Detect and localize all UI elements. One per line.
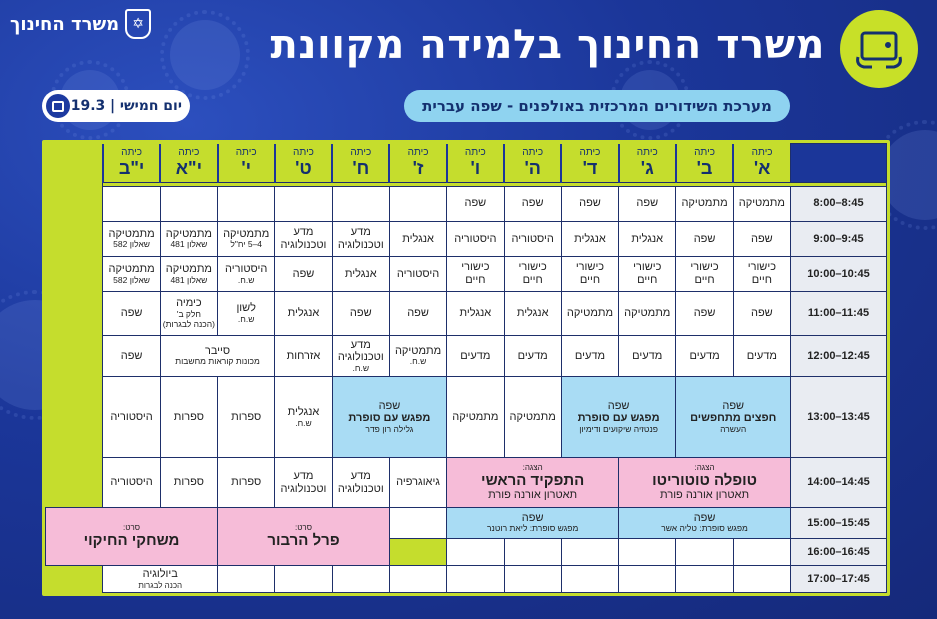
date-label: 19.3 [70,98,106,114]
grade-header: כיתה ו' [447,144,504,183]
time-row [46,335,887,376]
lesson-cell [561,539,618,566]
lesson-cell: אזרחות [275,335,332,376]
time-slot: 11:00–11:45 [791,292,887,336]
lesson-cell [103,186,160,221]
grade-header: כיתה י"ב [103,144,160,183]
lesson-cell: שפה מפגש עם סופרת פנטזיה שיקועים ודימיון [561,377,676,458]
time-row [46,458,887,508]
lesson-cell: כישורי חיים [676,257,733,292]
grade-header: כיתה י' [218,144,275,183]
lesson-cell: היסטוריה [103,458,160,508]
day-label: יום חמישי [119,98,182,114]
lesson-cell: אנגלית [332,257,389,292]
grade-header: כיתה ט' [275,144,332,183]
lesson-cell: שפה [389,292,446,336]
lesson-cell: שפה [275,257,332,292]
grades-header-row [46,144,887,183]
time-row [46,186,887,221]
lesson-cell: כישורי חיים [561,257,618,292]
lesson-cell: הצגה: התפקיד הראשי תאטרון אורנה פורת [447,458,619,508]
time-slot: 15:00–15:45 [791,507,887,538]
lesson-cell [561,565,618,592]
lesson-cell: שפה [103,335,160,376]
lesson-cell: מתמטיקה [447,377,504,458]
lesson-cell: מדעים [447,335,504,376]
lesson-cell: מתמטיקה [504,377,561,458]
lesson-cell [619,539,676,566]
lesson-cell [447,565,504,592]
lesson-cell: כישורי חיים [619,257,676,292]
time-row [46,221,887,256]
lesson-cell: אנגלית [504,292,561,336]
lesson-cell: אנגלית [619,221,676,256]
separator: | [109,98,116,114]
ministry-logo [10,9,151,39]
lesson-cell: שפה [619,186,676,221]
lesson-cell [275,186,332,221]
lesson-cell: מדעים [619,335,676,376]
lesson-cell [389,507,446,538]
lesson-cell: מתמטיקה [561,292,618,336]
lesson-cell [619,565,676,592]
lesson-cell [275,565,332,592]
time-row [46,507,887,538]
time-slot: 8:00–8:45 [791,186,887,221]
lesson-cell: ספרות [160,377,217,458]
lesson-cell: מתמטיקה שאלון 582 [103,257,160,292]
lesson-cell [389,186,446,221]
lesson-cell: ספרות [218,458,275,508]
lesson-cell: מתמטיקה [619,292,676,336]
lesson-cell: מדעים [561,335,618,376]
lesson-cell: שפה [447,186,504,221]
page-title: משרד החינוך בלמידה מקוונת [270,22,825,68]
lesson-cell [218,186,275,221]
lesson-cell: מתמטיקה שאלון 582 [103,221,160,256]
grade-header: כיתה ב' [676,144,733,183]
lesson-cell: מדעים [676,335,733,376]
lesson-cell: כימיה חלק ב' (הכנה לבגרות) [160,292,217,336]
time-slot: 13:00–13:45 [791,377,887,458]
lesson-cell: מדעים [733,335,790,376]
lesson-cell: היסטוריה [447,221,504,256]
schedule-board [42,140,890,596]
lesson-cell [218,565,275,592]
lesson-cell [332,186,389,221]
lesson-cell: אנגלית [561,221,618,256]
grade-header: כיתה ח' [332,144,389,183]
tablet-hands-icon [840,10,918,88]
lesson-cell [504,539,561,566]
lesson-cell: אנגלית [447,292,504,336]
calendar-icon [46,94,70,118]
lesson-cell [676,565,733,592]
lesson-cell: אנגלית [275,292,332,336]
time-slot: 14:00–14:45 [791,458,887,508]
lesson-cell: מדע וטכנולוגיה [275,458,332,508]
lesson-cell [733,565,790,592]
time-row [46,565,887,592]
grade-header: כיתה י"א [160,144,217,183]
lesson-cell: שפה [676,292,733,336]
ministry-logo-text: משרד החינוך [10,13,120,35]
grade-header: כיתה ז' [389,144,446,183]
time-row [46,292,887,336]
subtitle-banner: מערכת השידורים המרכזית באולפנים - שפה עברית [404,90,790,122]
lesson-cell: מדעים [504,335,561,376]
lesson-cell [733,539,790,566]
lesson-cell: אנגלית [389,221,446,256]
lesson-cell: היסטוריה ש.ח. [218,257,275,292]
lesson-cell [332,565,389,592]
virus-decoration-icon [170,20,240,90]
lesson-cell: מתמטיקה [733,186,790,221]
lesson-cell: שפה חפצים מתחפשים העשרה [676,377,791,458]
corner-cell [791,144,887,183]
time-row [46,377,887,458]
lesson-cell: היסטוריה [103,377,160,458]
lesson-cell: היסטוריה [504,221,561,256]
lesson-cell [447,539,504,566]
lesson-cell: סרט: משחקי החיקוי [46,507,218,565]
lesson-cell: ספרות [160,458,217,508]
lesson-cell: שפה מפגש סופרת: ליאת רוטנר [447,507,619,538]
lesson-cell: שפה [733,292,790,336]
lesson-cell: מתמטיקה שאלון 481 [160,221,217,256]
state-emblem-icon: ✡ [125,9,151,39]
grade-header: כיתה ג' [619,144,676,183]
lesson-cell: מתמטיקה שאלון 481 [160,257,217,292]
lesson-cell: שפה [103,292,160,336]
lesson-cell: שפה [733,221,790,256]
lesson-cell: שפה [561,186,618,221]
lesson-cell: מדע וטכנולוגיה [332,458,389,508]
lesson-cell: מדע וטכנולוגיה [275,221,332,256]
lesson-cell [160,186,217,221]
time-slot: 12:00–12:45 [791,335,887,376]
lesson-cell: הצגה: טופלה טוטוריטו תאטרון אורנה פורת [619,458,791,508]
lesson-cell: מתמטיקה 4–5 יח"ל [218,221,275,256]
lesson-cell: כישורי חיים [447,257,504,292]
time-row [46,257,887,292]
lesson-cell: מדע וטכנולוגיה [332,221,389,256]
lesson-cell: מדע וטכנולוגיה ש.ח. [332,335,389,376]
time-slot: 10:00–10:45 [791,257,887,292]
lesson-cell: סרט: פרל הרבור [218,507,390,565]
lesson-cell: ביולוגיה הכנה לבגרות [103,565,218,592]
lesson-cell: ספרות [218,377,275,458]
date-badge [42,90,190,122]
lesson-cell: כישורי חיים [504,257,561,292]
time-slot: 9:00–9:45 [791,221,887,256]
grade-header: כיתה א' [733,144,790,183]
grade-header: כיתה ד' [561,144,618,183]
lesson-cell: מתמטיקה ש.ח. [389,335,446,376]
lesson-cell [504,565,561,592]
lesson-cell [389,565,446,592]
lesson-cell: אנגלית ש.ח. [275,377,332,458]
lesson-cell [676,539,733,566]
time-slot: 16:00–16:45 [791,539,887,566]
lesson-cell: שפה [676,221,733,256]
grade-header: כיתה ה' [504,144,561,183]
lesson-cell: גיאוגרפיה [389,458,446,508]
lesson-cell: כישורי חיים [733,257,790,292]
lesson-cell: סייבר מכונות קוראות מחשבות [160,335,275,376]
lesson-cell: שפה מפגש סופרת: טליה אשר [619,507,791,538]
lesson-cell: שפה [332,292,389,336]
lesson-cell: שפה מפגש עם סופרת גלילה רון פדר [332,377,447,458]
time-slot: 17:00–17:45 [791,565,887,592]
lesson-cell: מתמטיקה [676,186,733,221]
lesson-cell: לשון ש.ח. [218,292,275,336]
schedule-table [45,143,887,593]
lesson-cell: היסטוריה [389,257,446,292]
lesson-cell: שפה [504,186,561,221]
